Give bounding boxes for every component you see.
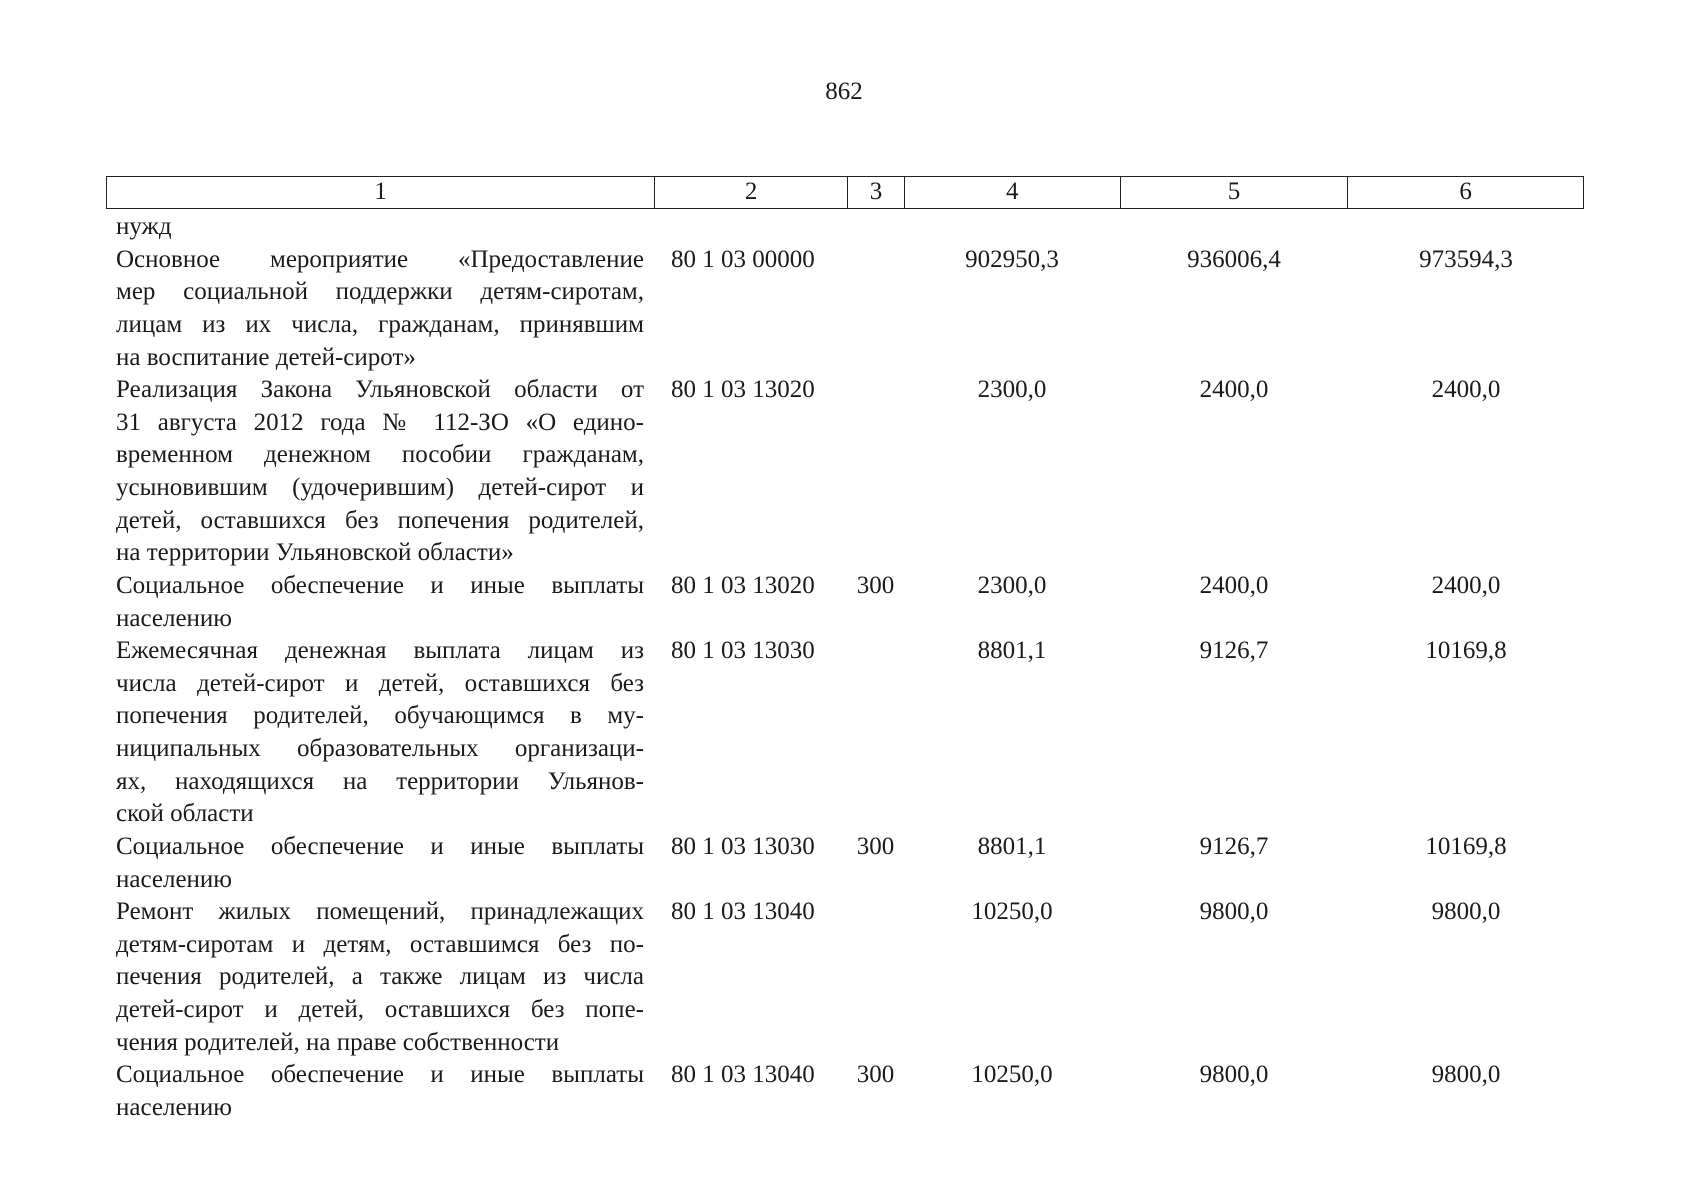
description-line: Ежемесячная денежная выплата лицам из: [116, 637, 644, 665]
row-description: [106, 1059, 654, 1124]
row-amount-col-5: 9126,7: [1199, 832, 1269, 860]
description-line: населению: [116, 1093, 232, 1121]
row-description: [106, 831, 654, 896]
row-code: 80 1 03 13040: [671, 898, 815, 926]
row-code: 80 1 03 00000: [671, 245, 815, 273]
description-line: Основное мероприятие «Предоставление: [116, 245, 644, 273]
description-line: числа детей-сирот и детей, оставшихся без: [116, 669, 644, 697]
row-amount-col-5: 936006,4: [1187, 245, 1281, 273]
budget-table: [106, 176, 1584, 1121]
table-body: [106, 211, 1584, 1125]
header-col-5: 5: [1120, 177, 1348, 208]
description-line: попечения родителей, обучающимся в му-: [116, 702, 644, 730]
description-line: Социальное обеспечение и иные выплаты: [116, 832, 644, 860]
table-row: [106, 211, 1584, 244]
description-line: детей-сирот и детей, оставшихся без попе-: [116, 996, 644, 1023]
row-expense-type: 300: [856, 571, 895, 599]
row-amount-col-4: 8801,1: [977, 637, 1047, 665]
description-line: на воспитание детей-сирот»: [116, 343, 416, 371]
row-amount-col-5: 2400,0: [1199, 376, 1269, 404]
table-row: [106, 244, 1584, 375]
description-line: усыновившим (удочерившим) детей-сирот и: [116, 474, 644, 501]
row-expense-type: 300: [856, 1061, 895, 1089]
description-line: ской области: [116, 800, 254, 828]
table-row: [106, 831, 1584, 896]
table-row: [106, 570, 1584, 635]
row-code: 80 1 03 13040: [671, 1061, 815, 1089]
table-header-row: [106, 176, 1584, 209]
row-code: 80 1 03 13020: [671, 376, 815, 404]
description-line: детям-сиротам и детям, оставшимся без по-: [116, 930, 644, 958]
description-line: Ремонт жилых помещений, принадлежащих: [116, 898, 644, 926]
row-amount-col-4: 10250,0: [971, 1061, 1053, 1089]
description-line: 31 августа 2012 года № 112-ЗО «О едино-: [116, 408, 644, 436]
row-amount-col-6: 973594,3: [1419, 245, 1513, 273]
description-line: Реализация Закона Ульяновской области от: [116, 376, 644, 404]
description-line: населению: [116, 604, 232, 632]
row-amount-col-5: 9800,0: [1199, 898, 1269, 926]
header-col-4: 4: [904, 177, 1120, 208]
header-col-1: 1: [374, 178, 387, 205]
row-code: 80 1 03 13030: [671, 832, 815, 860]
row-amount-col-5: 9800,0: [1199, 1061, 1269, 1089]
row-amount-col-4: 902950,3: [965, 245, 1059, 273]
description-line: ях, находящихся на территории Ульянов-: [116, 767, 644, 795]
description-line: Социальное обеспечение и иные выплаты: [116, 571, 644, 599]
row-amount-col-4: 2300,0: [977, 571, 1047, 599]
row-description: [106, 570, 654, 635]
table-row: [106, 1059, 1584, 1124]
description-line: печения родителей, а также лицам из числа: [116, 963, 644, 991]
table-row: [106, 896, 1584, 1059]
row-amount-col-6: 2400,0: [1431, 571, 1501, 599]
description-line: нужд: [116, 213, 172, 240]
table-row: [106, 374, 1584, 570]
description-line: чения родителей, на праве собственности: [116, 1028, 560, 1056]
row-description: [106, 244, 654, 375]
row-amount-col-6: 10169,8: [1425, 832, 1507, 860]
description-line: на территории Ульяновской области»: [116, 539, 514, 567]
description-line: временном денежном пособии гражданам,: [116, 441, 644, 469]
description-line: населению: [116, 865, 232, 893]
header-col-6: 6: [1347, 177, 1583, 208]
row-description: [106, 896, 654, 1059]
row-amount-col-4: 10250,0: [971, 898, 1053, 926]
row-description: [106, 635, 654, 831]
row-code: 80 1 03 13020: [671, 571, 815, 599]
row-description: [106, 211, 654, 244]
row-amount-col-6: 9800,0: [1431, 898, 1501, 926]
row-expense-type: 300: [856, 832, 895, 860]
description-line: мер социальной поддержки детям-сиротам,: [116, 278, 644, 306]
table-row: [106, 635, 1584, 831]
row-amount-col-5: 9126,7: [1199, 637, 1269, 665]
row-amount-col-6: 10169,8: [1425, 637, 1507, 665]
row-amount-col-6: 2400,0: [1431, 376, 1501, 404]
row-code: 80 1 03 13030: [671, 637, 815, 665]
row-amount-col-4: 8801,1: [977, 832, 1047, 860]
row-amount-col-6: 9800,0: [1431, 1061, 1501, 1089]
header-col-2: 2: [654, 177, 847, 208]
row-amount-col-5: 2400,0: [1199, 571, 1269, 599]
page-number: 862: [825, 78, 863, 105]
description-line: Социальное обеспечение и иные выплаты: [116, 1061, 644, 1089]
description-line: лицам из их числа, гражданам, принявшим: [116, 310, 644, 338]
row-description: [106, 374, 654, 570]
description-line: ниципальных образовательных организаци-: [116, 735, 644, 762]
description-line: детей, оставшихся без попечения родителей,: [116, 506, 644, 534]
row-amount-col-4: 2300,0: [977, 376, 1047, 404]
header-col-3: 3: [847, 177, 904, 208]
